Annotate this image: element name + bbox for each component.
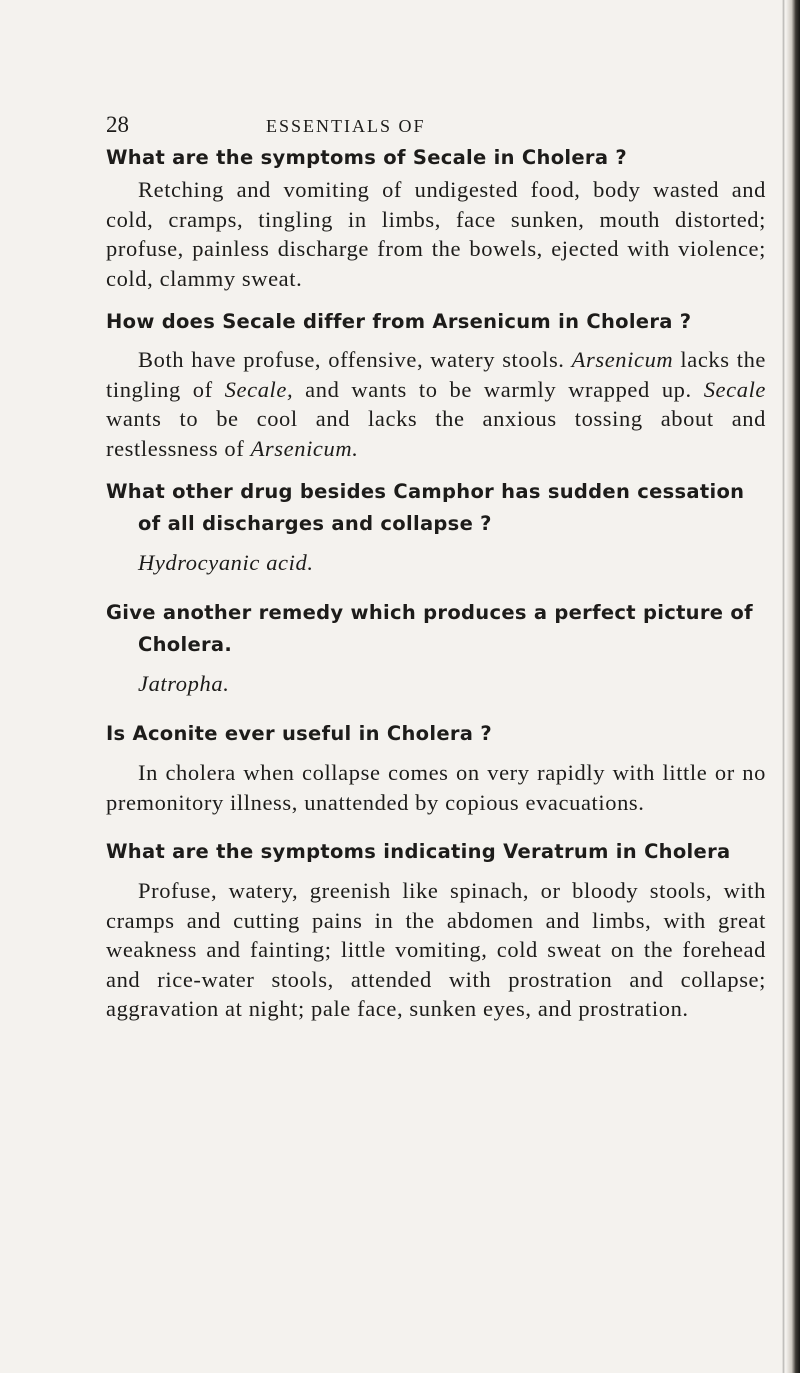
drug-name: Arsenicum bbox=[571, 347, 674, 372]
question-secale-vs-arsenicum: How does Secale differ from Arsenicum in Cholera ? bbox=[106, 310, 692, 333]
answer-veratrum: Profuse, watery, greenish like spinach, or bloody stools, with cramps and cutting pains in the abdomen and limbs, with great weakness and fainting; little vomiting, cold sweat on the forehead and rice-water stools, attended with prostration and collapse; aggravation at night; pale face, sunken eyes, and prostration. bbox=[106, 878, 766, 1021]
answer-hydrocyanic-acid: Hydrocyanic acid. bbox=[138, 550, 314, 575]
answer-jatropha: Jatropha. bbox=[138, 670, 230, 696]
answer-aconite: In cholera when collapse comes on very rapidly with little or no premonitory illness, unattended by copious evacuations. bbox=[106, 760, 766, 815]
answer-secale-vs-arsenicum bbox=[106, 345, 766, 463]
page-header bbox=[106, 112, 766, 142]
answer-secale-symptoms: Retching and vomiting of undigested food, body wasted and cold, cramps, tingling in limbs, face sunken, mouth distorted; profuse, painless discharge from the bowels, ejected with violence; cold, clammy sweat. bbox=[106, 177, 766, 291]
drug-name: Arsenicum. bbox=[250, 435, 359, 461]
question-another-remedy: Give another remedy which produces a perfect picture of Cholera. bbox=[106, 600, 753, 656]
answer-text: lacks the tingling of bbox=[106, 347, 767, 402]
page-number: 28 bbox=[106, 112, 129, 137]
question-secale-symptoms: What are the symptoms of Secale in Cholera ? bbox=[106, 146, 627, 169]
running-head: ESSENTIALS OF bbox=[266, 116, 426, 136]
question-sudden-cessation: What other drug besides Camphor has sudden cessation of all discharges and collapse ? bbox=[106, 480, 745, 535]
answer-text: Both have profuse, offensive, watery stools. bbox=[138, 347, 572, 372]
answer-text: and wants to be warmly wrapped up. bbox=[293, 376, 704, 402]
question-aconite: Is Aconite ever useful in Cholera ? bbox=[106, 722, 492, 745]
page-edge-shadow bbox=[786, 0, 800, 1373]
drug-name: Secale, bbox=[224, 376, 294, 402]
drug-name: Secale bbox=[703, 376, 767, 402]
book-page bbox=[106, 112, 766, 1024]
answer-text: wants to be cool and lacks the anxious tossing about and restlessness of bbox=[106, 406, 766, 461]
question-veratrum: What are the symptoms indicating Veratrum in Cholera bbox=[106, 840, 731, 863]
